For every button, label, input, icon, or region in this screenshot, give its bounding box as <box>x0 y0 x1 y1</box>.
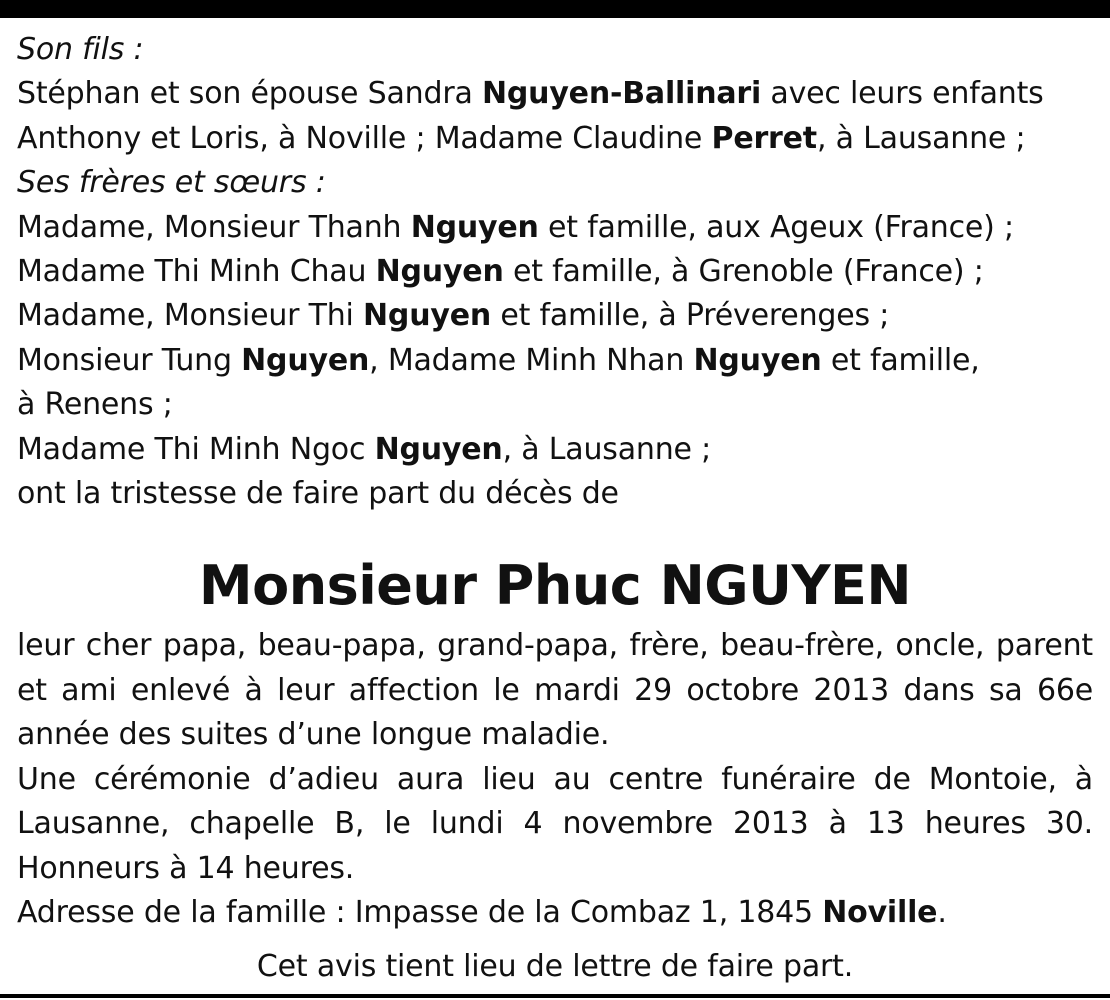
town-name: Noville <box>822 894 938 930</box>
family-name: Nguyen <box>241 342 370 378</box>
text: Madame, Monsieur Thi <box>17 298 364 334</box>
family-name: Nguyen-Ballinari <box>481 76 762 112</box>
deceased-name: Monsieur Phuc NGUYEN <box>198 554 912 618</box>
sibling-line-4 <box>17 339 1093 383</box>
closing-note: Cet avis tient lieu de lettre de faire part. <box>256 949 854 985</box>
body-line-5: Lausanne, chapelle B, le lundi 4 novembre 2013 à 13 heures 30. <box>17 806 1093 842</box>
sibling-line-5 <box>17 428 1093 472</box>
sibling-line-1 <box>17 206 1093 250</box>
text: et famille, aux Ageux (France) ; <box>538 209 1014 245</box>
sibling-line-2 <box>17 250 1093 294</box>
text: et famille, <box>821 342 980 378</box>
text: Madame Thi Minh Ngoc <box>17 431 375 467</box>
son-heading: Son fils : <box>17 32 144 67</box>
family-name: Nguyen <box>375 254 504 290</box>
body-line-4: Une cérémonie d’adieu aura lieu au centre funéraire de Montoie, à <box>17 761 1093 797</box>
text: Anthony et Loris, à Noville ; Madame Claudine <box>17 120 712 156</box>
family-name: Nguyen <box>410 209 539 245</box>
text: Adresse de la famille : Impasse de la Combaz 1, 1845 <box>17 894 823 930</box>
son-line-2 <box>17 117 1093 161</box>
family-name: Nguyen <box>363 298 492 334</box>
text: et famille, à Préverenges ; <box>491 298 890 334</box>
body-line-3: année des suites d’une longue maladie. <box>17 717 610 753</box>
text: , à Lausanne ; <box>502 431 712 467</box>
text: . <box>937 894 947 930</box>
bottom-border-rule <box>0 994 1110 998</box>
siblings-heading: Ses frères et sœurs : <box>17 165 326 201</box>
announcement-line: ont la tristesse de faire part du décès de <box>17 476 619 512</box>
sibling-line-4-continued: à Renens ; <box>17 387 173 423</box>
obituary-notice <box>17 28 1093 990</box>
text: et famille, à Grenoble (France) ; <box>503 254 984 290</box>
text: , à Lausanne ; <box>816 120 1026 156</box>
son-line-1 <box>17 72 1093 116</box>
text: Stéphan et son épouse Sandra <box>17 76 482 112</box>
text: avec leurs enfants <box>761 76 1044 112</box>
sibling-line-3 <box>17 294 1093 338</box>
top-border-rule <box>0 0 1110 18</box>
family-address <box>17 891 1093 935</box>
text: , Madame Minh Nhan <box>369 342 694 378</box>
text: Madame Thi Minh Chau <box>17 254 376 290</box>
body-line-1: leur cher papa, beau-papa, grand-papa, frère, beau-frère, oncle, parent <box>17 628 1093 664</box>
body-line-6: Honneurs à 14 heures. <box>17 850 355 886</box>
family-name: Nguyen <box>693 342 822 378</box>
text: Madame, Monsieur Thanh <box>17 209 411 245</box>
family-name: Nguyen <box>374 431 503 467</box>
family-name: Perret <box>711 120 817 156</box>
body-line-2: et ami enlevé à leur affection le mardi 29 octobre 2013 dans sa 66e <box>17 672 1093 708</box>
text: Monsieur Tung <box>17 342 242 378</box>
